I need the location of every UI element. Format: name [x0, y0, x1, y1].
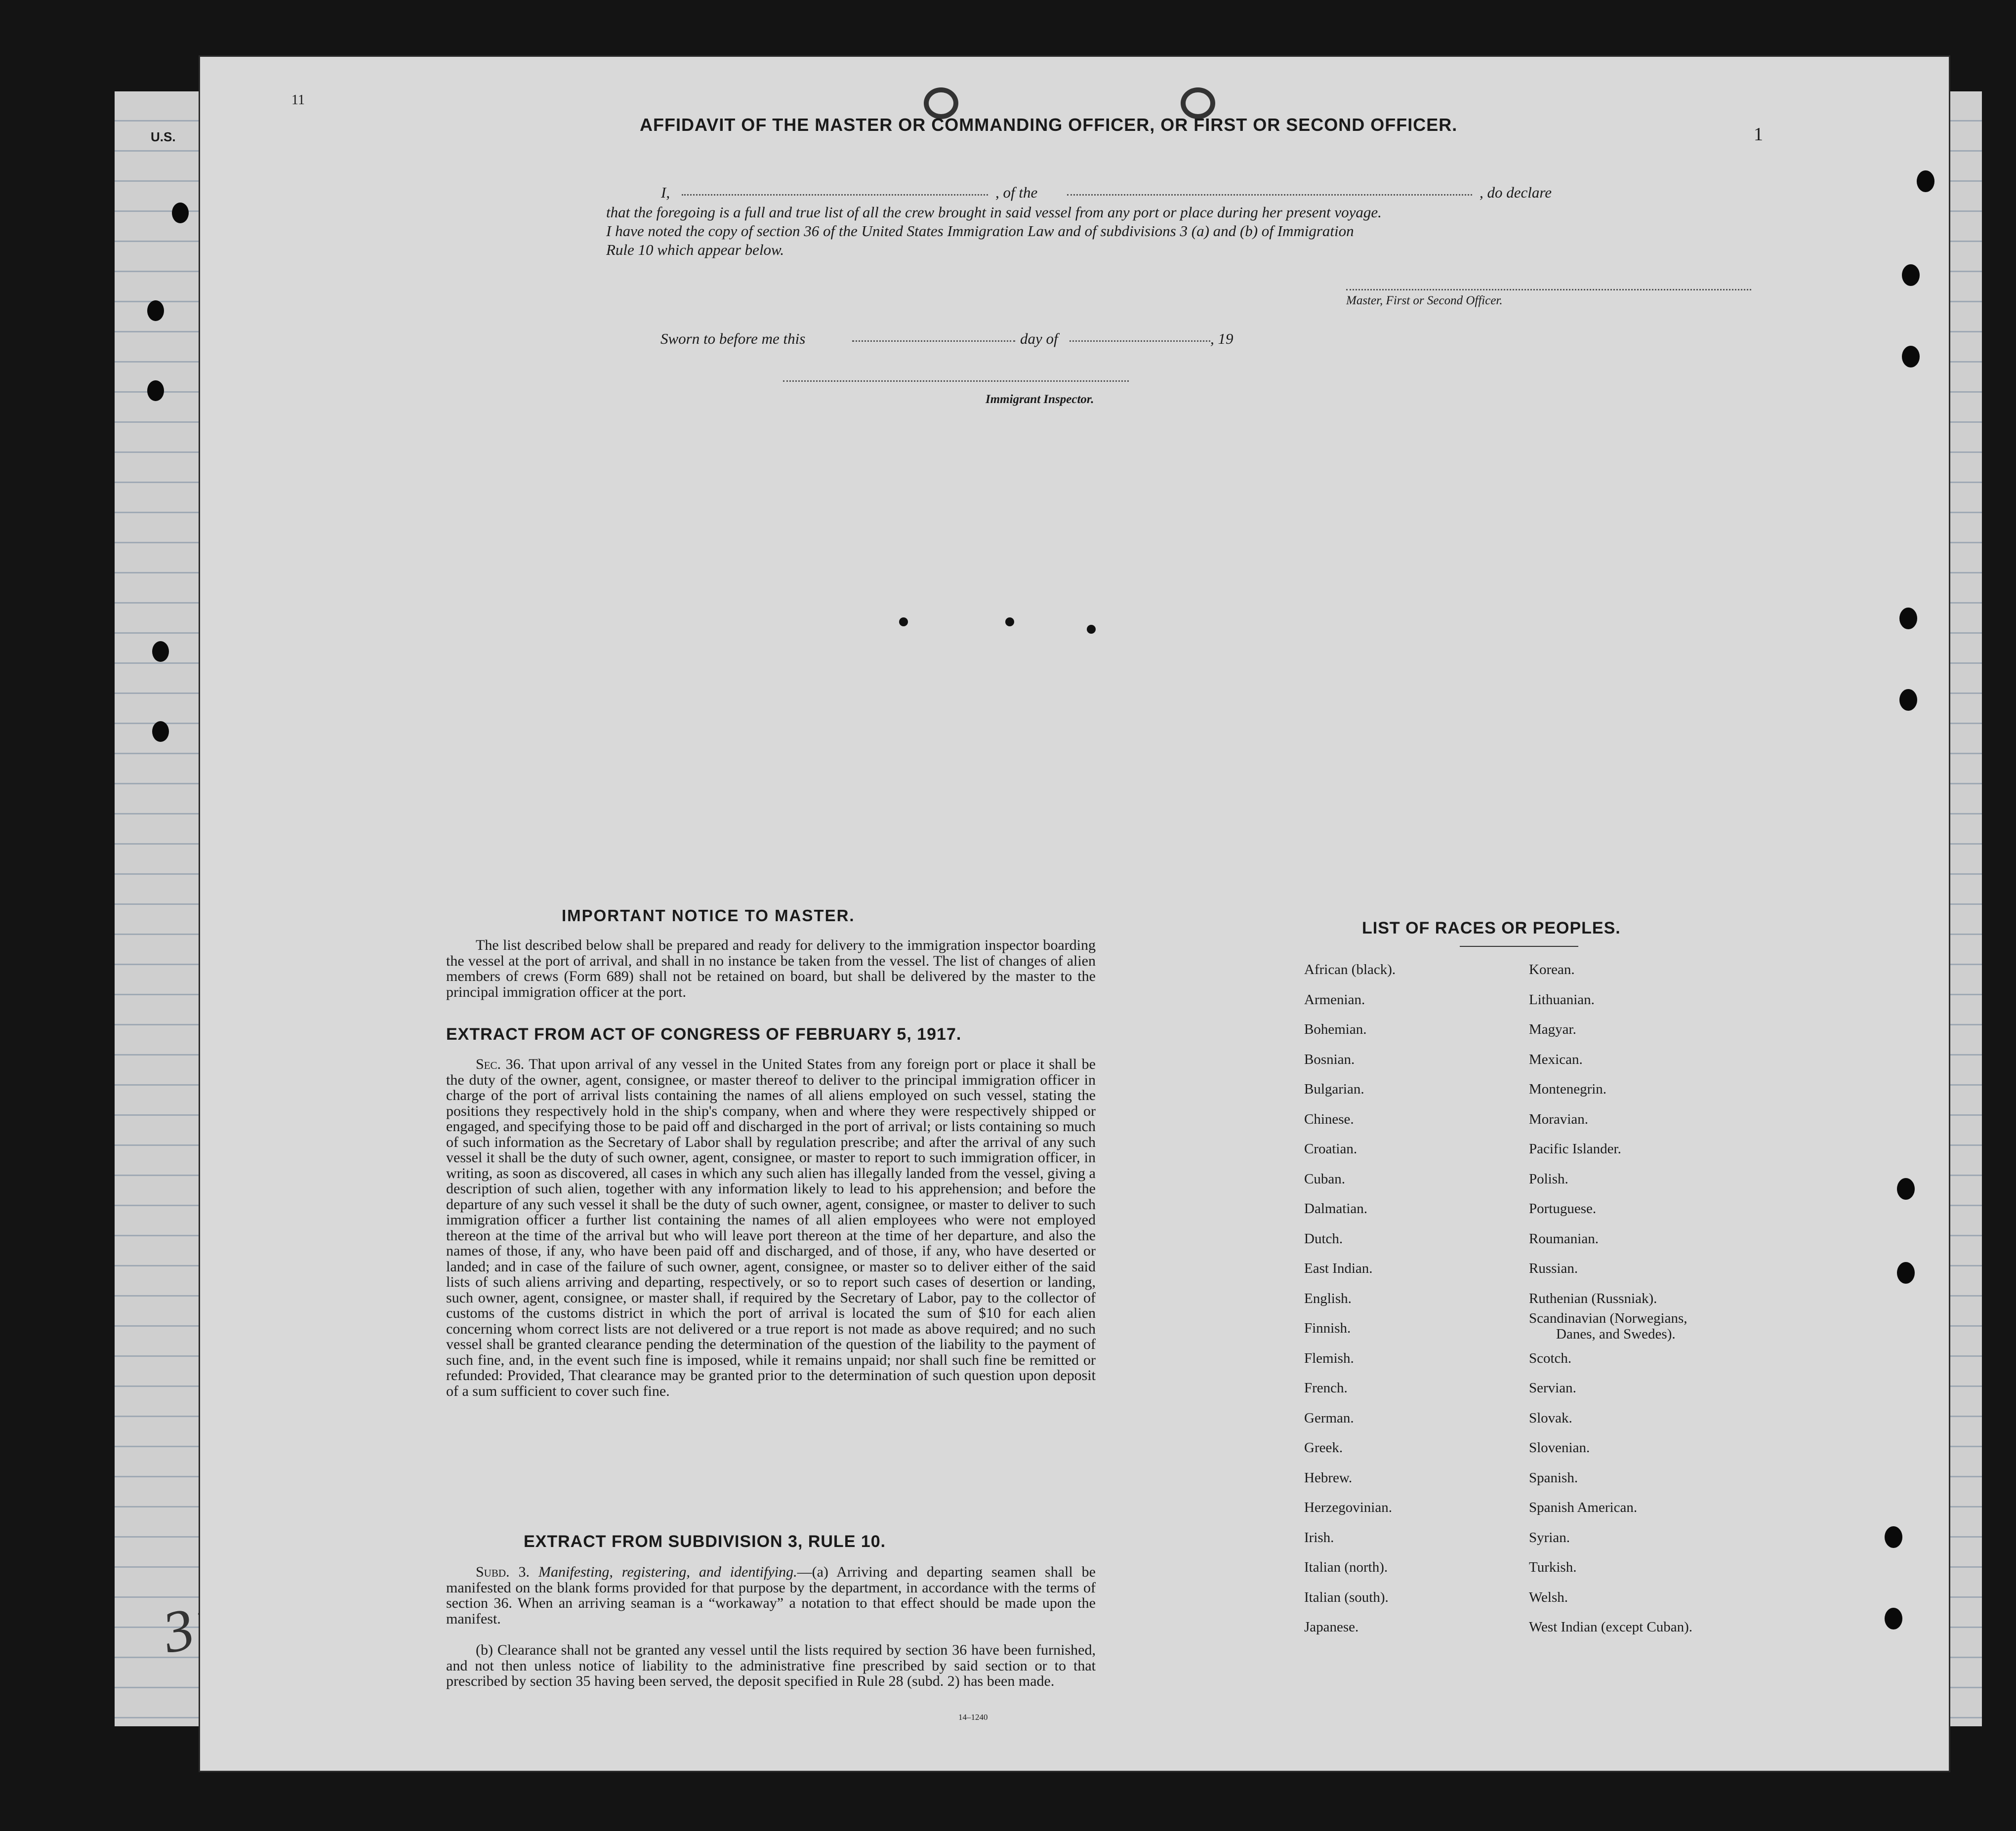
binder-hole [147, 380, 164, 401]
binder-hole [152, 641, 169, 662]
race-item: Flemish. [1304, 1350, 1354, 1366]
ink-spot [899, 617, 908, 626]
subd-label: Subd. 3. [476, 1564, 530, 1580]
binder-hole [152, 721, 169, 742]
race-item: Croatian. [1304, 1141, 1358, 1157]
race-item: Bulgarian. [1304, 1081, 1364, 1097]
notice-title: IMPORTANT NOTICE TO MASTER. [562, 906, 855, 925]
race-item: Moravian. [1529, 1111, 1588, 1127]
race-item: Magyar. [1529, 1021, 1576, 1037]
vessel-blank [1067, 194, 1472, 196]
name-blank [682, 194, 988, 196]
year-text: , 19 [1210, 330, 1234, 347]
binder-hole [1902, 264, 1920, 286]
inspector-label: Immigrant Inspector. [986, 393, 1094, 406]
affidavit-title: AFFIDAVIT OF THE MASTER OR COMMANDING OFFICER, OR FIRST OR SECOND OFFICER. [640, 115, 1458, 135]
race-item: Russian. [1529, 1261, 1578, 1276]
act-extract-title: EXTRACT FROM ACT OF CONGRESS OF FEBRUARY 5, 1917. [446, 1025, 962, 1044]
affidavit-line2: that the foregoing is a full and true list of all the crew brought in said vessel from any port or place during her present voyage. [606, 203, 1382, 221]
race-item: Turkish. [1529, 1559, 1577, 1575]
sec-36-label: Sec. 36. [476, 1056, 525, 1072]
day-of-text: day of [1020, 330, 1058, 347]
race-item: Polish. [1529, 1171, 1568, 1187]
race-item: Lithuanian. [1529, 992, 1595, 1008]
race-item: Greek. [1304, 1440, 1343, 1456]
race-item: African (black). [1304, 962, 1396, 977]
race-item: English. [1304, 1291, 1352, 1306]
affidavit-line3: I have noted the copy of section 36 of the United States Immigration Law and of subdivisions 3 (a) and (b) of Immigration [606, 222, 1354, 240]
subd-italic: Manifesting, registering, and identifying. [538, 1564, 797, 1580]
binder-hole [1899, 608, 1917, 629]
race-item: Irish. [1304, 1530, 1334, 1546]
binder-hole [1897, 1178, 1915, 1200]
master-signature-line [1346, 289, 1751, 290]
race-item: Welsh. [1529, 1589, 1568, 1605]
race-item: Mexican. [1529, 1052, 1583, 1067]
rule-extract-title: EXTRACT FROM SUBDIVISION 3, RULE 10. [524, 1532, 886, 1551]
master-signature-label: Master, First or Second Officer. [1346, 294, 1503, 307]
race-item: Pacific Islander. [1529, 1141, 1621, 1157]
affidavit-line4: Rule 10 which appear below. [606, 241, 784, 258]
rule-extract-subd-b: (b) Clearance shall not be granted any vessel until the lists required by section 36 have been furnished, and not then unless notice of liability to the administrative fine prescribed by said section or to that prescribed by section 35 having been served, the deposit specified in Rule 28 (subd. 2) has been made. [446, 1642, 1096, 1689]
race-item: Dutch. [1304, 1231, 1343, 1247]
race-item: Korean. [1529, 962, 1575, 977]
race-item: Montenegrin. [1529, 1081, 1607, 1097]
race-item: Italian (north). [1304, 1559, 1388, 1575]
race-item: Slovenian. [1529, 1440, 1590, 1456]
month-blank [1070, 340, 1210, 342]
race-item: Bosnian. [1304, 1052, 1355, 1067]
notice-text: The list described below shall be prepared and ready for delivery to the immigration inspector boarding the vessel at the port of arrival, and shall in no instance be taken from the vessel. The list of changes of alien members of crews (Form 689) shall not be retained on board, but shall be delivered by the master to the principal immigration officer at the port. [446, 937, 1096, 1000]
race-item: Slovak. [1529, 1410, 1572, 1426]
affidavit-i: I, [661, 184, 670, 201]
race-item: Chinese. [1304, 1111, 1354, 1127]
race-item: Cuban. [1304, 1171, 1345, 1187]
race-item: Herzegovinian. [1304, 1500, 1392, 1515]
race-item: French. [1304, 1380, 1348, 1396]
act-extract-body [446, 1057, 1096, 1399]
binder-hole [147, 300, 164, 321]
race-item: Finnish. [1304, 1320, 1351, 1336]
race-item: Scandinavian (Norwegians, [1529, 1310, 1687, 1326]
races-title: LIST OF RACES OR PEOPLES. [1362, 919, 1621, 937]
race-item: Japanese. [1304, 1619, 1359, 1635]
binder-hole [1917, 170, 1934, 192]
race-item: Portuguese. [1529, 1201, 1597, 1217]
sworn-text: Sworn to before me this [660, 330, 806, 347]
race-item: Italian (south). [1304, 1589, 1389, 1605]
rule-extract-subd-a [446, 1564, 1096, 1627]
affidavit-declare: , do declare [1480, 184, 1552, 201]
page-mark: 1 [1754, 124, 1763, 145]
ink-spot [1087, 625, 1096, 634]
race-item: Servian. [1529, 1380, 1576, 1396]
day-blank [852, 340, 1015, 342]
top-number: 11 [291, 92, 305, 108]
race-item: Danes, and Swedes). [1556, 1326, 1676, 1342]
race-item: Scotch. [1529, 1350, 1572, 1366]
race-item: Bohemian. [1304, 1021, 1367, 1037]
race-item: Armenian. [1304, 992, 1365, 1008]
race-item: Syrian. [1529, 1530, 1570, 1546]
race-item: Dalmatian. [1304, 1201, 1368, 1217]
binder-hole [1885, 1526, 1902, 1548]
ink-spot [1005, 617, 1014, 626]
race-item: Spanish. [1529, 1470, 1578, 1486]
margin-us-label: U.S. [151, 129, 176, 144]
subd-a-text: —(a) Arriving and departing seamen shall be manifested on the blank forms provided for that purpose by the department, in accordance with the terms of section 36. When an arriving seaman is a “workaway” a notation to that effect should be made upon the manifest. [446, 1564, 1096, 1627]
race-item: Hebrew. [1304, 1470, 1353, 1486]
race-item: German. [1304, 1410, 1354, 1426]
inspector-signature-line [783, 380, 1129, 382]
binder-hole [1885, 1608, 1902, 1629]
affidavit-form-page [200, 57, 1949, 1771]
binder-hole [1902, 346, 1920, 367]
race-item: Spanish American. [1529, 1500, 1638, 1515]
form-number: 14–1240 [958, 1712, 988, 1722]
binder-hole [172, 203, 189, 223]
race-item: East Indian. [1304, 1261, 1373, 1276]
binder-hole [1897, 1262, 1915, 1284]
affidavit-of-the: , of the [995, 184, 1038, 201]
race-item: Ruthenian (Russniak). [1529, 1291, 1657, 1306]
binder-hole [1899, 689, 1917, 711]
races-title-rule [1460, 946, 1578, 947]
race-item: Roumanian. [1529, 1231, 1599, 1247]
sec-36-text: That upon arrival of any vessel in the United States from any foreign port or place it shall be the duty of the owner, agent, consignee, or master thereof to deliver to the principal immigration officer in charge of the port of arrival lists containing the names of all aliens employed on such vessel, stating the positions they respectively hold in the ship's company, when and where they were respectively shipped or engaged, and specifying those to be paid off and discharged in the port of arrival; or lists containing so much of such information as the Secretary of Labor shall by regulation prescribe; and after the arrival of any such vessel it shall be the duty of such owner, agent, consignee, or master to report to such immigration officer, in writing, as soon as discovered, all cases in which any such alien has illegally landed from the vessel, giving a description of such alien, together with any information likely to lead to his apprehension; and before the departure of any such vessel it shall be the duty of such owner, agent, consignee, or master to deliver to such immigration officer a further list containing the names of all alien employees who were not employed thereon at the time of the arrival but who will leave port thereon at the time of her departure, and also the names of those, if any, who have been paid off and discharged, and of those, if any, who have deserted or landed; and in case of the failure of such owner, agent, consignee, or master so to deliver either of the said lists of such aliens arriving and departing, respectively, or so to report such cases of desertion or landing, such owner, agent, consignee, or master shall, if required by the Secretary of Labor, pay to the collector of customs of the customs district in which the port of arrival is located the sum of $10 for each alien concerning whom correct lists are not delivered or a true report is not made as above required; and no such vessel shall be granted clearance pending the determination of the question of the liability to the payment of such fine, and, in the event such fine is imposed, while it remains unpaid; nor shall such fine be remitted or refunded: Provided, That clearance may be granted prior to the determination of such question upon deposit of a sum sufficient to cover such fine. [446, 1056, 1096, 1399]
race-item: West Indian (except Cuban). [1529, 1619, 1693, 1635]
